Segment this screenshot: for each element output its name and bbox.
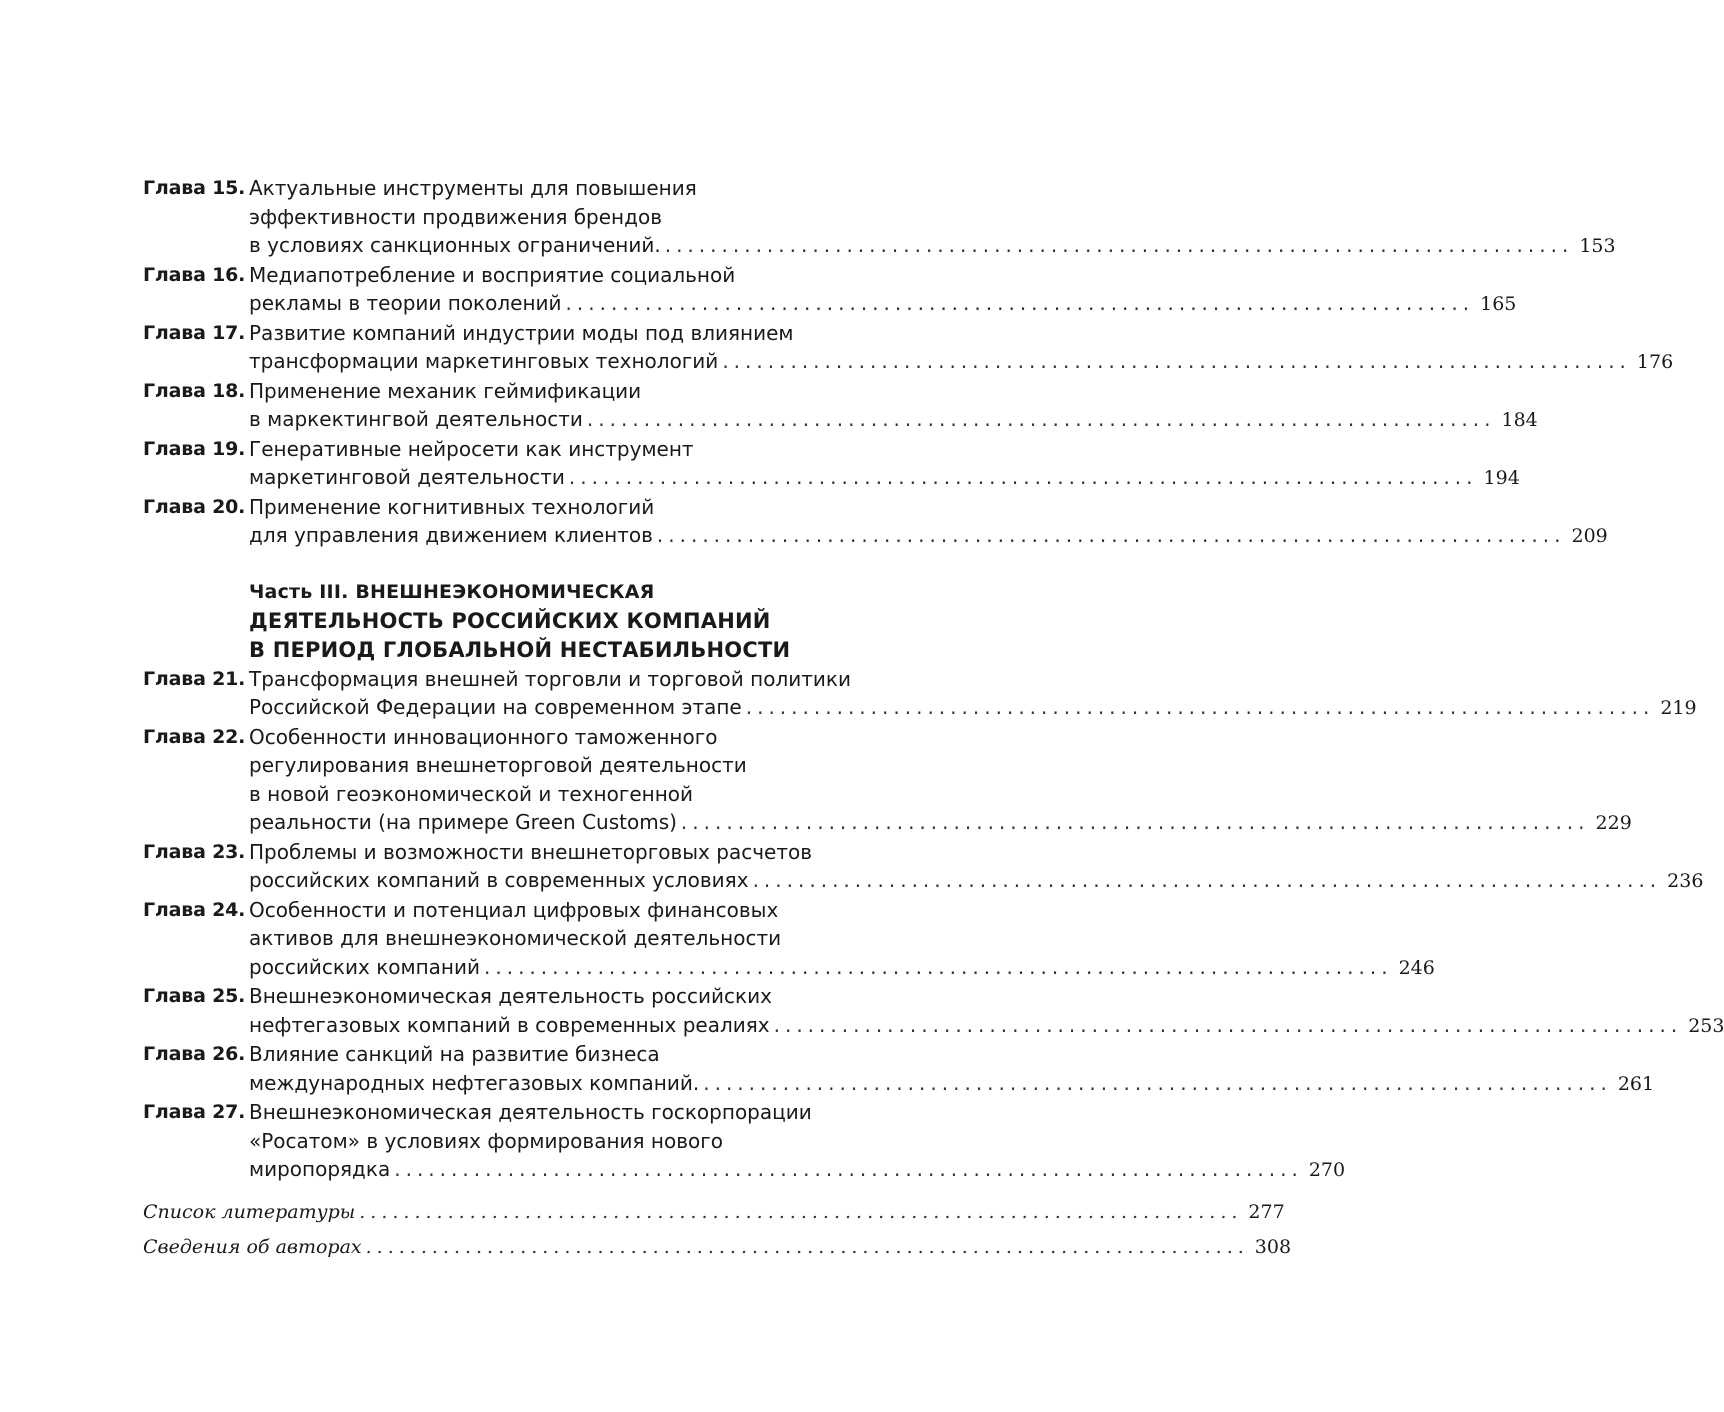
chapter-title-line: регулирования внешнеторговой деятельности <box>249 753 747 777</box>
chapter-title-line: трансформации маркетинговых технологий <box>249 349 719 373</box>
dot-leader: ................................................................................ <box>656 523 1566 547</box>
toc-entry-chapter-27[interactable] <box>143 1098 1346 1185</box>
chapter-title <box>249 319 1674 377</box>
page-number: 209 <box>1571 525 1608 547</box>
chapter-title-line: активов для внешнеэкономической деятельности <box>249 926 782 950</box>
chapter-title <box>249 723 1632 838</box>
chapter-label: Глава 24. <box>143 898 246 921</box>
chapter-title-last-line <box>249 405 1538 435</box>
toc-entry-chapter-26[interactable] <box>143 1040 1655 1098</box>
page-number: 219 <box>1660 697 1697 719</box>
chapter-title-last-line <box>249 808 1632 838</box>
part-heading-line: Часть III. ВНЕШНЕЭКОНОМИЧЕСКАЯ <box>249 580 655 603</box>
bibliography-title: Список литературы <box>143 1200 356 1223</box>
dot-leader: ................................................................................ <box>752 868 1662 892</box>
chapter-title-line: реальности (на примере Green Customs) <box>249 810 677 834</box>
chapter-label: Глава 19. <box>143 437 246 460</box>
chapter-title-line: Особенности и потенциал цифровых финансовых <box>249 897 779 922</box>
chapter-title-line: Влияние санкций на развитие бизнеса <box>249 1042 660 1066</box>
chapter-title <box>249 377 1538 435</box>
chapter-title-line: эффективности продвижения брендов <box>249 204 662 229</box>
chapter-title-last-line <box>249 521 1608 551</box>
chapter-title-line: рекламы в теории поколений <box>249 291 562 315</box>
chapter-label: Глава 18. <box>143 379 246 402</box>
chapter-title-line: Генеративные нейросети как инструмент <box>249 436 694 461</box>
chapter-title <box>249 1040 1655 1098</box>
chapter-label: Глава 26. <box>143 1043 246 1065</box>
chapter-label: Глава 17. <box>143 321 246 344</box>
toc-entry-chapter-25[interactable] <box>143 982 1724 1040</box>
chapter-label: Глава 25. <box>143 985 246 1007</box>
chapter-label: Глава 16. <box>143 263 246 286</box>
page-number: 261 <box>1617 1072 1655 1095</box>
chapter-title-line: в условиях санкционных ограничений. <box>249 233 661 257</box>
chapter-title-last-line <box>249 1011 1724 1041</box>
chapter-label: Глава 22. <box>143 725 246 748</box>
chapter-title-last-line <box>249 953 1435 983</box>
chapter-title-line: в маркектингвой деятельности <box>249 407 583 431</box>
dot-leader: ................................................................................ <box>365 1235 1249 1258</box>
toc-entry-chapter-23[interactable] <box>143 838 1704 896</box>
chapter-title <box>249 838 1704 896</box>
part-3-heading[interactable] <box>249 578 855 665</box>
table-of-contents <box>143 174 1724 1265</box>
chapter-title-line: Внешнеэкономическая деятельность госкорпорации <box>249 1100 812 1124</box>
part-heading-line: В ПЕРИОД ГЛОБАЛЬНОЙ НЕСТАБИЛЬНОСТИ <box>249 637 791 662</box>
toc-entry-chapter-24[interactable] <box>143 896 1435 983</box>
chapter-title <box>249 982 1724 1040</box>
page-number: 270 <box>1308 1159 1346 1181</box>
chapter-title-line: Применение когнитивных технологий <box>249 494 655 519</box>
chapter-label: Глава 21. <box>143 667 246 690</box>
page-number: 253 <box>1688 1014 1724 1037</box>
chapter-title-line: Актуальные инструменты для повышения <box>249 176 697 200</box>
part-heading-line: ДЕЯТЕЛЬНОСТЬ РОССИЙСКИХ КОМПАНИЙ <box>249 608 771 633</box>
dot-leader: ................................................................................ <box>565 291 1475 315</box>
chapter-title-line: маркетинговой деятельности <box>249 465 565 489</box>
toc-entry-chapter-19[interactable] <box>143 435 1520 493</box>
chapter-title-line: в новой геоэкономической и техногенной <box>249 781 694 806</box>
part3-chapter-list <box>143 665 1724 1185</box>
chapter-title-line: Применение механик геймификации <box>249 378 642 403</box>
chapter-title-line: российских компаний в современных условиях <box>249 868 749 892</box>
toc-entry-chapter-20[interactable] <box>143 493 1608 551</box>
chapter-title-last-line <box>249 1155 1346 1185</box>
chapter-title-last-line <box>249 289 1517 319</box>
chapter-title-line: для управления движением клиентов <box>249 523 653 547</box>
page-number: 229 <box>1595 812 1632 834</box>
dot-leader: ................................................................................ <box>394 1157 1303 1181</box>
toc-entry-authors[interactable] <box>143 1230 1292 1265</box>
dot-leader: ................................................................................ <box>703 1070 1612 1095</box>
chapter-title <box>249 261 1517 319</box>
chapter-title-last-line <box>249 693 1697 723</box>
dot-leader: ................................................................................ <box>773 1012 1683 1037</box>
authors-title: Сведения об авторах <box>143 1235 362 1258</box>
toc-entry-bibliography[interactable] <box>143 1195 1285 1230</box>
page-number: 194 <box>1483 467 1520 489</box>
toc-entry-chapter-16[interactable] <box>143 261 1517 319</box>
chapter-title <box>249 1098 1346 1185</box>
chapter-title <box>249 665 1697 723</box>
chapter-title-line: Медиапотребление и восприятие социальной <box>249 262 736 287</box>
chapter-title-line: Внешнеэкономическая деятельность российских <box>249 984 772 1008</box>
chapter-title <box>249 174 1616 261</box>
page-number: 184 <box>1501 409 1538 431</box>
page-number: 153 <box>1579 235 1616 257</box>
chapter-label: Глава 20. <box>143 495 246 518</box>
chapter-title-line: «Росатом» в условиях формирования нового <box>249 1128 723 1153</box>
toc-entry-chapter-15[interactable] <box>143 174 1616 261</box>
dot-leader: ................................................................................ <box>722 349 1631 373</box>
chapter-title-line: Российской Федерации на современном этапе <box>249 695 742 719</box>
chapter-title-line: миропорядка <box>249 1157 391 1181</box>
back-matter-list <box>143 1195 1292 1265</box>
toc-entry-chapter-22[interactable] <box>143 723 1632 838</box>
dot-leader: ................................................................................ <box>586 407 1496 431</box>
page-number: 165 <box>1480 293 1517 315</box>
chapter-title <box>249 435 1520 493</box>
chapter-title-last-line <box>249 866 1704 896</box>
chapter-label: Глава 23. <box>143 840 246 863</box>
chapter-title-line: Развитие компаний индустрии моды под влиянием <box>249 320 794 345</box>
chapter-title-line: нефтегазовых компаний в современных реалиях <box>249 1012 770 1037</box>
chapter-title-line: российских компаний <box>249 954 480 979</box>
toc-entry-chapter-21[interactable] <box>143 665 1697 723</box>
dot-leader: ................................................................................ <box>359 1200 1243 1223</box>
chapter-title-line: Трансформация внешней торговли и торговой политики <box>249 666 851 691</box>
chapter-title-last-line <box>249 347 1674 377</box>
dot-leader: ................................................................................ <box>745 695 1655 719</box>
page-number: 277 <box>1248 1200 1285 1223</box>
dot-leader: ................................................................................ <box>664 233 1574 257</box>
dot-leader: ................................................................................ <box>568 465 1478 489</box>
toc-entry-chapter-18[interactable] <box>143 377 1538 435</box>
chapter-title-line: международных нефтегазовых компаний. <box>249 1070 700 1095</box>
page-number: 308 <box>1254 1235 1292 1258</box>
dot-leader: ................................................................................ <box>484 954 1393 979</box>
page-number: 176 <box>1636 351 1674 373</box>
chapter-title-last-line <box>249 231 1616 261</box>
chapter-title-line: Проблемы и возможности внешнеторговых расчетов <box>249 839 812 864</box>
dot-leader: ................................................................................ <box>680 810 1590 834</box>
chapter-title-line: Особенности инновационного таможенного <box>249 724 718 749</box>
chapter-label: Глава 15. <box>143 177 246 199</box>
chapter-title-last-line <box>249 463 1520 493</box>
page-number: 236 <box>1667 870 1704 892</box>
chapter-title-last-line <box>249 1069 1655 1099</box>
toc-entry-chapter-17[interactable] <box>143 319 1674 377</box>
page-number: 246 <box>1398 956 1435 979</box>
part2-chapter-list <box>143 174 1674 551</box>
chapter-title <box>249 896 1435 983</box>
chapter-title <box>249 493 1608 551</box>
chapter-label: Глава 27. <box>143 1101 246 1123</box>
